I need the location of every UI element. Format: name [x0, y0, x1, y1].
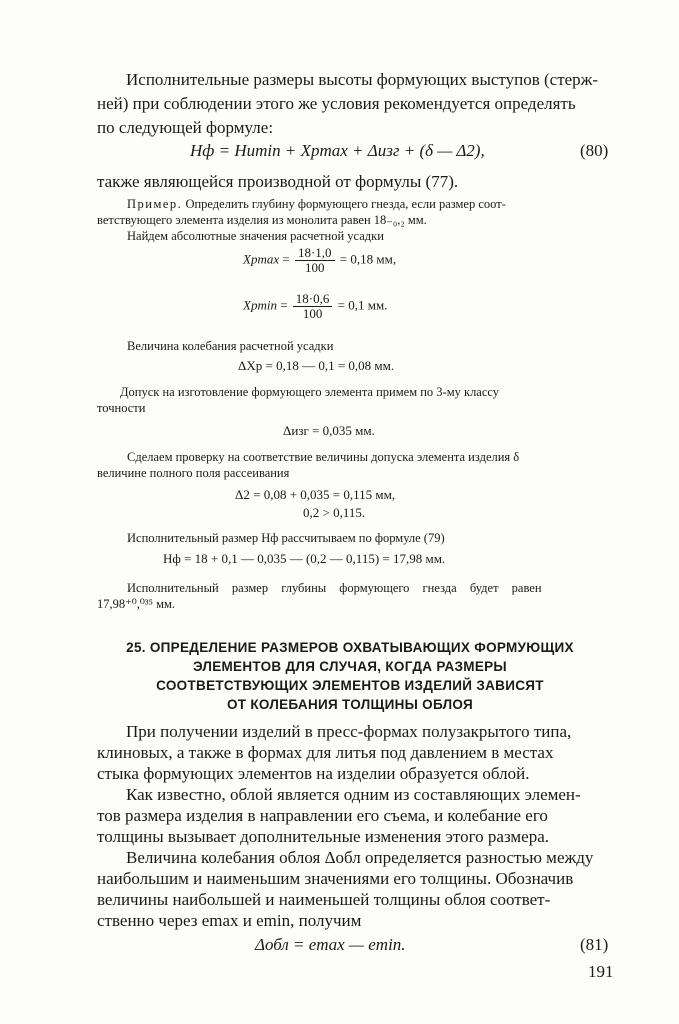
- xpmax-fraction: [295, 246, 335, 275]
- body-para3-line-1: Величина колебания облоя Δобл определяется разностью между: [126, 848, 594, 867]
- example-p4-line-1: Допуск на изготовление формующего элемента примем по 3-му классу: [120, 385, 500, 399]
- xpmin-rhs: = 0,1 мм.: [337, 297, 388, 313]
- body-para1-line-2: клиновых, а также в формах для литья под давлением в местах: [97, 743, 554, 762]
- body-para3-line-4: ственно через emax и emin, получим: [97, 911, 362, 930]
- xpmax-formula: Xpmax = $\frac{18\cdot 1,0}{100}$ = 0,18 мм,: [243, 245, 397, 275]
- section-heading-line-4: ОТ КОЛЕБАНИЯ ТОЛЩИНЫ ОБЛОЯ: [226, 697, 474, 712]
- example-label: Пример.: [127, 197, 183, 211]
- body-para1-line-1: При получении изделий в пресс-формах полузакрытого типа,: [126, 722, 572, 741]
- body-para3-line-3: величины наибольшей и наименьшей толщины облоя соответ-: [97, 890, 551, 909]
- example-p3: Величина колебания расчетной усадки: [127, 339, 334, 353]
- intro-line-1: Исполнительные размеры высоты формующих выступов (стерж-: [126, 70, 599, 89]
- d2-formula-line-1: Δ2 = 0,08 + 0,035 = 0,115 мм,: [235, 487, 396, 502]
- example-p5-line-2: величине полного поля рассеивания: [97, 466, 290, 480]
- xpmin-formula: Xpmin = $\frac{18\cdot 0,6}{100}$ = 0,1 мм.: [243, 291, 388, 321]
- body-para2-line-2: тов размера изделия в направлении его съема, и колебание его: [97, 806, 548, 825]
- xpmin-lhs: Xpmin: [243, 297, 277, 313]
- example-p7-line-1: Исполнительный размер глубины формующего гнезда будет равен: [127, 581, 542, 595]
- example-p6: Исполнительный размер Hф рассчитываем по формуле (79): [127, 531, 445, 545]
- dxp-formula: ΔXp = 0,18 — 0,1 = 0,08 мм.: [238, 358, 395, 373]
- xpmax-rhs: = 0,18 мм,: [339, 251, 397, 267]
- body-para1-line-3: стыка формующих элементов на изделии образуется облой.: [97, 764, 530, 783]
- example-p4-line-2: точности: [97, 401, 146, 415]
- equation-80: Hф = Hиmin + Xpmax + Δизг + (δ — Δ2),: [190, 141, 485, 160]
- example-p5-line-1: Сделаем проверку на соответствие величины допуска элемента изделия δ: [127, 450, 520, 464]
- section-heading-line-2: ЭЛЕМЕНТОВ ДЛЯ СЛУЧАЯ, КОГДА РАЗМЕРЫ: [193, 659, 507, 674]
- xpmin-fraction: [293, 292, 333, 321]
- hf-formula: Hф = 18 + 0,1 — 0,035 — (0,2 — 0,115) = 17,98 мм.: [163, 551, 446, 566]
- page-number: 191: [588, 962, 614, 981]
- example-p7-line-2: 17,98⁺⁰,⁰³⁵ мм.: [97, 597, 176, 611]
- equation-81: Δобл = emax — emin.: [255, 935, 406, 954]
- after-equation-80: также являющейся производной от формулы (77).: [97, 172, 459, 191]
- intro-line-3: по следующей формуле:: [97, 118, 274, 137]
- dizg-formula: Δизг = 0,035 мм.: [283, 423, 375, 438]
- body-para2-line-3: толщины вызывает дополнительные изменения этого размера.: [97, 827, 550, 846]
- xpmin-denominator: 100: [302, 306, 323, 321]
- example-p1-rest: Определить глубину формующего гнезда, если размер соот-: [182, 197, 506, 211]
- body-para3-line-2: наибольшим и наименьшим значениями его толщины. Обозначив: [97, 869, 574, 888]
- d2-formula-line-2: 0,2 > 0,115.: [303, 505, 366, 520]
- section-heading-line-1: 25. ОПРЕДЕЛЕНИЕ РАЗМЕРОВ ОХВАТЫВАЮЩИХ ФОРМУЮЩИХ: [126, 640, 574, 655]
- example-p1-line-1: [127, 196, 506, 212]
- intro-line-2: ней) при соблюдении этого же условия рекомендуется определять: [97, 94, 576, 113]
- xpmin-numerator: 18·0,6: [293, 292, 333, 307]
- xpmax-lhs: Xpmax: [243, 251, 280, 267]
- section-heading-line-3: СООТВЕТСТВУЮЩИХ ЭЛЕМЕНТОВ ИЗДЕЛИЙ ЗАВИСЯТ: [156, 678, 544, 693]
- body-para2-line-1: Как известно, облой является одним из составляющих элемен-: [126, 785, 581, 804]
- xpmax-numerator: 18·1,0: [295, 246, 335, 261]
- example-p2: Найдем абсолютные значения расчетной усадки: [127, 229, 384, 243]
- example-p1-line-2: ветствующего элемента изделия из монолита равен 18₋₀,₂ мм.: [97, 213, 427, 227]
- equation-80-number: (80): [580, 141, 609, 160]
- xpmax-denominator: 100: [305, 260, 325, 275]
- equation-81-number: (81): [580, 935, 609, 954]
